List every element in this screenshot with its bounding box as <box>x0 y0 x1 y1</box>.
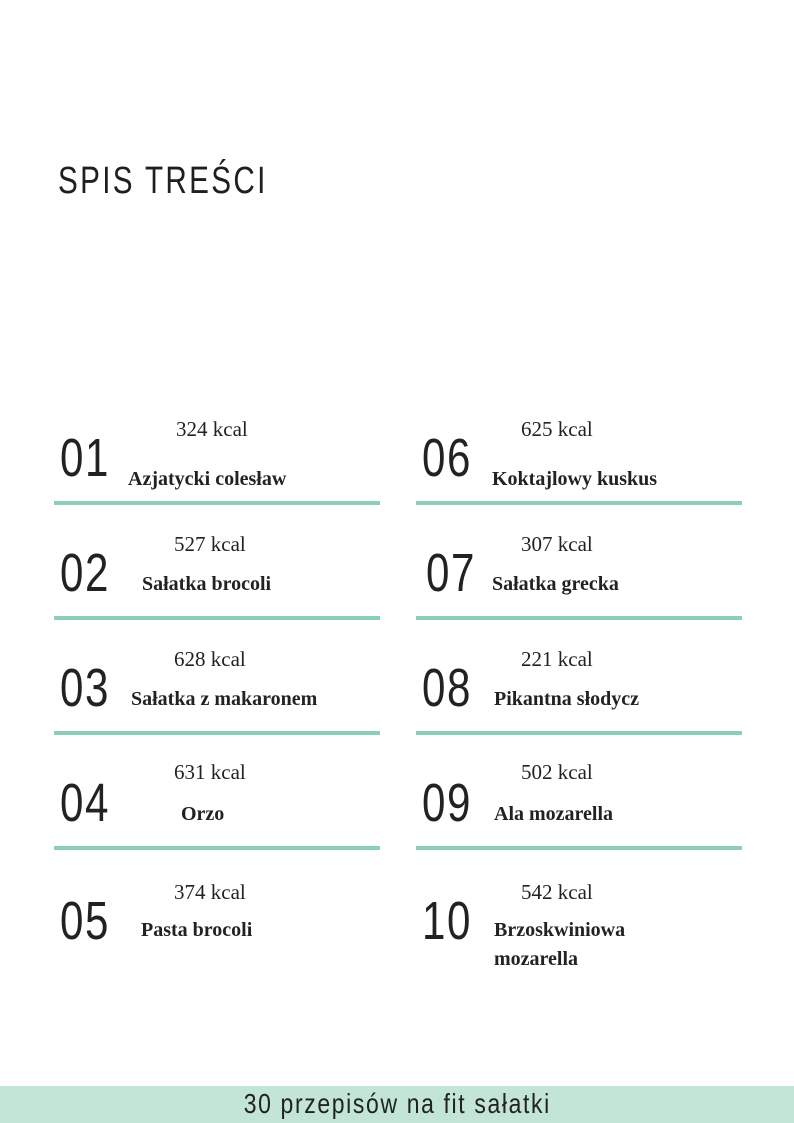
entry-divider <box>54 731 380 735</box>
entry-kcal: 221 kcal <box>521 647 593 671</box>
toc-entry-04[interactable] <box>54 750 380 850</box>
footer-label: 30 przepisów na fit sałatki <box>243 1088 551 1119</box>
toc-entry-03[interactable] <box>54 635 380 735</box>
entry-divider <box>416 846 742 850</box>
entry-kcal: 502 kcal <box>521 760 593 784</box>
entry-number: 03 <box>60 658 110 718</box>
entry-name: Ala mozarella <box>494 803 614 825</box>
entry-number: 06 <box>422 428 472 488</box>
footer-bar <box>0 1086 794 1123</box>
entry-number: 10 <box>422 891 472 951</box>
entry-kcal: 631 kcal <box>174 760 246 784</box>
entry-kcal: 542 kcal <box>521 880 593 904</box>
entry-number: 05 <box>60 891 110 951</box>
entry-kcal: 628 kcal <box>174 647 246 671</box>
entry-divider <box>416 731 742 735</box>
toc-entry-07[interactable] <box>416 520 742 620</box>
entry-divider <box>54 616 380 620</box>
entry-kcal: 324 kcal <box>176 417 248 441</box>
entry-number: 09 <box>422 773 472 833</box>
footer-text <box>0 1088 794 1120</box>
entry-name: Sałatka brocoli <box>142 573 272 595</box>
toc-entry-06[interactable] <box>416 405 742 505</box>
entry-kcal: 307 kcal <box>521 532 593 556</box>
entry-name: Azjatycki colesław <box>128 468 287 490</box>
entry-number: 04 <box>60 773 110 833</box>
entry-name: Brzoskwiniowa mozarella <box>494 919 626 970</box>
entry-name: Sałatka z makaronem <box>131 688 318 710</box>
page-title: SPIS TREŚCI <box>58 160 268 202</box>
entry-number: 02 <box>60 543 110 603</box>
entry-number: 08 <box>422 658 472 718</box>
entry-name: Pikantna słodycz <box>494 688 640 710</box>
entry-name: Sałatka grecka <box>492 573 619 595</box>
entry-number: 07 <box>426 543 476 603</box>
entry-name: Pasta brocoli <box>141 919 253 941</box>
entry-kcal: 374 kcal <box>174 880 246 904</box>
toc-entry-05[interactable] <box>54 868 380 968</box>
entry-name: Orzo <box>181 803 225 825</box>
toc-entry-08[interactable] <box>416 635 742 735</box>
entry-divider <box>54 846 380 850</box>
toc-entry-10[interactable] <box>416 868 742 988</box>
entry-name: Koktajlowy kuskus <box>492 468 658 490</box>
entry-divider <box>416 616 742 620</box>
toc-entry-09[interactable] <box>416 750 742 850</box>
entry-divider <box>416 501 742 505</box>
entry-number: 01 <box>60 428 110 488</box>
entry-kcal: 625 kcal <box>521 417 593 441</box>
entry-divider <box>54 501 380 505</box>
entry-kcal: 527 kcal <box>174 532 246 556</box>
toc-entry-01[interactable] <box>54 405 380 505</box>
toc-entry-02[interactable] <box>54 520 380 620</box>
